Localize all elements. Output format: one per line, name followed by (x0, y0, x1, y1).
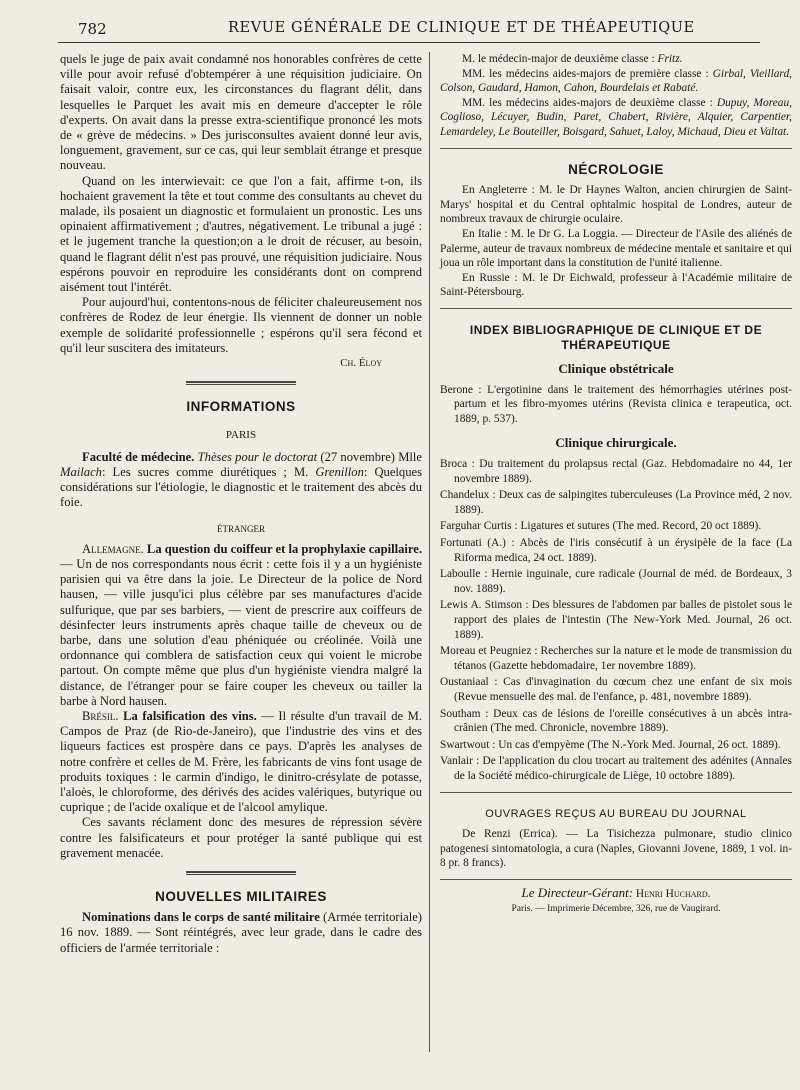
nominations-item (60, 910, 422, 956)
bibliography-entry: Swartwout : Un cas d'empyème (The N.-York Med. Journal, 26 oct. 1889). (440, 738, 781, 751)
bresil-item (60, 709, 422, 815)
faculte-text: Thèses pour le doctorat (197, 449, 318, 464)
article-paragraph: Pour aujourd'hui, contentons-nous de féliciter chaleureusement nos confrères de Rodez de leur énergie. Ils viennent de donner un noble exemple de solidarité professionnelle ; espérons qu'il sera fécond et qu'il leur suscitera des imitateurs. (60, 295, 422, 355)
author-signature: Ch. Éloy (340, 357, 382, 370)
page-header (58, 16, 758, 42)
officer-names: Fritz. (657, 53, 683, 65)
column-divider (429, 52, 430, 1052)
candidate-name: Mailach (60, 464, 102, 479)
military-list-item: MM. les médecins aides-majors de deuxième classe : Dupuy, Moreau, Coglioso, Lécuyer, Budin, Paret, Chabert, Rivière, Alquier, Carpentier, Lemardeley, Le Bouteiller, Boisgard, Sahuet, Laloy, Michaud, Dieu et Valtat. (440, 96, 792, 138)
bibliography-entry: Berone : L'ergotinine dans le traitement des hémorrhagies utérines post-partum et les fibro-myomes utérins (Revista clinica e terapeutica, oct. 1889, p. 537). (440, 383, 792, 425)
surgery-heading: Clinique chirurgicale. (555, 435, 677, 451)
news-title: La falsification des vins. (123, 708, 257, 723)
faculte-text: (27 novembre) Mlle (320, 449, 422, 464)
bibliography-entry: Moreau et Peugniez : Recherches sur la nature et le mode de transmission du tétanos (Gazette hebdomadaire, 1er novembre 1889). (440, 645, 792, 672)
section-separator (186, 871, 296, 875)
country-label: Allemagne. (82, 541, 144, 556)
faculte-title: Faculté de médecine. (82, 449, 195, 464)
news-text: — Un de nos correspondants nous écrit : cette fois il y a un hygiéniste parisien qui va être dans la joie. Le Directeur de la police de Nord hausen, — ville jusqu'ici plus célèbre par ses manufactures d'acide sulfurique, que par ses barbiers, — vient de prescrire aux coiffeurs de désinfecter leurs instruments après chaque taille de cheveux ou de barbe, dans une solution d'eau phéniquée ou créolinée. Voilà une ordonnance qui comblera de satisfaction ceux qui voient le microbe partout. On compte même que plus d'un hygiéniste viendra malgré la distance, de l'étranger pour se faire couper les cheveux ou tailler la barbe à Nord hausen. (60, 556, 422, 708)
gerant-label: Le Directeur-Gérant: (521, 884, 634, 900)
right-column (440, 52, 792, 916)
section-rule (440, 308, 792, 309)
ouvrages-heading: OUVRAGES REÇUS AU BUREAU DU JOURNAL (485, 807, 747, 820)
paris-subheading: PARIS (225, 429, 257, 442)
bibliography-list-obstetrics (440, 383, 792, 427)
bibliography-entry: Oustaniaal : Cas d'invagination du cœcum chez une enfant de six mois (Revue mensuelle des mal. de l'enfance, p. 481, novembre 1889). (440, 676, 792, 703)
bibliography-entry: Broca : Du traitement du prolapsus rectal (Gaz. Hebdomadaire no 44, 1er novembre 1889). (440, 458, 792, 485)
officer-names: Girbal, Vieillard, Colson, Gaudard, Hamon, Cahon, Bourdelais et Rabaté. (440, 67, 792, 95)
section-rule (440, 148, 792, 149)
obituary-item: En Russie : M. le Dr Eichwald, professeur à l'Académie militaire de Saint-Pétersbourg. (440, 271, 792, 299)
index-heading: INDEX BIBLIOGRAPHIQUE DE CLINIQUE ET DE THÉRAPEUTIQUE (469, 322, 763, 352)
obstetrics-heading: Clinique obstétricale (558, 361, 674, 377)
news-text: — Il résulte d'un travail de M. Campos de Praz (de Rio-de-Janeiro), que l'industrie des vins et des liqueurs factices est prospère dans ce pays. D'après les analyses de notre confrère et celles de M. Frère, les fabricants de vins font usage de produits toxiques : le carmin d'indigo, le dinitro-crésylate de potasse, l'aloès, le chloroforme, des dérivés des acides valériques, butyrique ou cuprique ; de l'acide oxalique et de l'alcool amylique. (60, 708, 422, 815)
allemagne-item (60, 542, 422, 709)
gerant-name: Henri Huchard. (635, 887, 711, 900)
received-work-item: De Renzi (Errica). — La Tisichezza pulmonare, studio clinico patogenesi sintomatologia, a cura (Naples, Giovanni Jovene, 1889, 1 vol. in-8 pr. 8 francs). (440, 828, 792, 870)
page-number: 782 (78, 20, 107, 38)
obituary-item: En Italie : M. le Dr G. La Loggia. — Directeur de l'Asile des aliénés de Palerme, auteur de travaux nombreux de médecine mentale et sanitaire et qui joua un rôle important dans la constitution de l'unité italienne. (440, 227, 792, 270)
left-column (60, 52, 422, 956)
bibliography-entry: Fortunati (A.) : Abcès de l'iris consécutif à un érysipèle de la face (La Riforma medica, 24 oct. 1889). (440, 537, 792, 564)
informations-heading: INFORMATIONS (186, 399, 296, 415)
article-paragraph: quels le juge de paix avait condamné nos honorables confrères de cette ville pour avoir refusé d'obtempérer à une réquisition judiciaire. On faisait valoir, contre eux, les circonstances du flagrant délit, dans lesquelles le Parquet les avait mis en demeure d'accepter le rôle d'experts. On avait dans la presse extra-scientifique prononcé les mots de « grève de médecins. » Des jurisconsultes avaient donné leur avis, longuement, gravement, sur ce cas, qui leur semblait étrange et presque nouveau. (60, 52, 422, 173)
bibliography-entry: Lewis A. Stimson : Des blessures de l'abdomen par balles de pistolet sous le rapport des plaies de l'intestin (The New-York Med. Journal, 26 oct. 1889). (440, 599, 792, 641)
obituary-item: En Angleterre : M. le Dr Haynes Walton, ancien chirurgien de Saint-Marys' hospital et du Central ophtalmic hospital de Londres, auteur de nombreux travaux de chirurgie oculaire. (440, 184, 792, 226)
country-label: Brésil. (82, 708, 119, 723)
publisher-line (440, 886, 792, 902)
bibliography-entry: Southam : Deux cas de lésions de l'oreille consécutives à un abcès intra-crânien (The med. Chronicle, novembre 1889). (440, 707, 792, 735)
faculte-item (60, 450, 422, 511)
news-title: Nominations dans le corps de santé militaire (82, 910, 320, 925)
faculte-text: : Les sucres comme diurétiques ; M. (101, 464, 309, 479)
faculte-text: : Quelques considérations sur l'étiologie, le diagnostic et le traitement des abcès du foie. (60, 464, 423, 510)
necrologie-heading: NÉCROLOGIE (568, 161, 664, 177)
header-rule (58, 42, 760, 43)
news-title: La question du coiffeur et la prophylaxie capillaire. (146, 541, 422, 556)
candidate-name: Grenillon (315, 464, 364, 479)
bibliography-entry: Farguhar Curtis : Ligatures et sutures (The med. Record, 20 oct 1889). (440, 520, 762, 533)
news-text: (Armée territoriale) 16 nov. 1889. — Sont réintégrés, avec leur grade, dans le cadre des officiers de l'armée territoriale : (60, 910, 422, 955)
news-paragraph: Ces savants réclament donc des mesures de répression sévère contre les falsificateurs et pour protéger la santé publique qui est gravement menacée. (60, 815, 422, 860)
imprint-line: Paris. — Imprimerie Décembre, 326, rue de Vaugirard. (511, 903, 721, 914)
military-list-item: M. le médecin-major de deuxième classe : Fritz. (462, 53, 683, 65)
nouvelles-heading: NOUVELLES MILITAIRES (155, 888, 327, 904)
bibliography-entry: Vanlair : De l'application du clou trocart au traitement des adénites (Annales de la Société médico-chirurgicale de Liège, 10 octobre 1889). (440, 755, 792, 782)
section-rule (440, 792, 792, 793)
officer-names: Dupuy, Moreau, Coglioso, Lécuyer, Budin, Paret, Chabert, Rivière, Alquier, Carpentier, Lemardeley, Le Bouteiller, Boisgard, Sahuet, Laloy, Michaud, Dieu et Valtat. (440, 96, 792, 138)
bibliography-list-surgery (440, 457, 792, 783)
etranger-subheading: ÉTRANGER (217, 524, 265, 535)
bibliography-entry: Laboulle : Hernie inguinale, cure radicale (Journal de méd. de Bordeaux, 3 nov. 1889). (440, 568, 792, 595)
running-head: REVUE GÉNÉRALE DE CLINIQUE ET DE THÉAPEUTIQUE (228, 20, 695, 36)
article-paragraph: Quand on les interwievait: ce que l'on a fait, affirme t-on, ils hochaient gravement la tête et tout comme des consultants au chevet du malade, ils posaient un diagnostic et formulaient un pronostic. Les uns opinaient affirmativement ; d'autres, négativement. Le tribunal a jugé : et le jugement tranche la question;on a le droit de récuser, au besoin, quand le flagrant délit n'est pas prouvé, une réquisition judiciaire. Nous espérons pouvoir en reproduire les considérants dont on comprend aisément tout l'intérêt. (60, 173, 422, 295)
bibliography-entry: Chandelux : Deux cas de salpingites tuberculeuses (La Province méd, 2 nov. 1889). (440, 489, 792, 516)
section-rule (440, 879, 792, 880)
military-list-item: MM. les médecins aides-majors de première classe : Girbal, Vieillard, Colson, Gaudard, Hamon, Cahon, Bourdelais et Rabaté. (440, 67, 792, 95)
section-separator (186, 381, 296, 385)
